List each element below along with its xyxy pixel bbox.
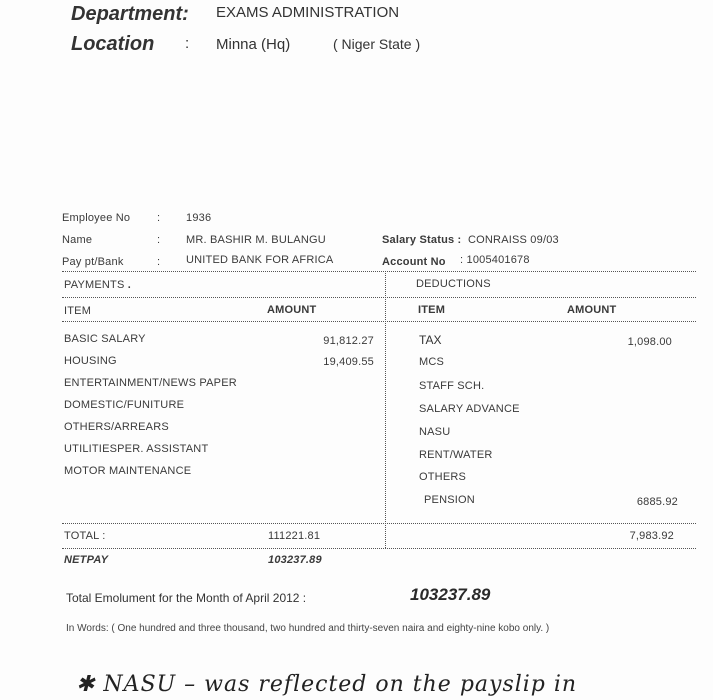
payment-item-label: DOMESTIC/FUNITURE — [64, 399, 185, 411]
deduction-item-amount: 6885.92 — [636, 496, 678, 508]
payment-item-label: MOTOR MAINTENANCE — [64, 465, 192, 477]
deduction-item-label: PENSION — [424, 494, 475, 506]
salary-status-label: Salary Status : — [382, 234, 462, 246]
location-label: Location — [71, 33, 155, 55]
payment-item-amount: 91,812.27 — [323, 335, 374, 347]
deduction-item-label: NASU — [419, 426, 451, 438]
paypt-label: Pay pt/Bank — [62, 256, 124, 268]
name-value: MR. BASHIR M. BULANGU — [186, 234, 326, 246]
deduction-item-label: SALARY ADVANCE — [419, 403, 520, 415]
payment-item-label: HOUSING — [64, 355, 117, 367]
payments-total-value: 111221.81 — [268, 530, 321, 542]
name-label: Name — [62, 234, 93, 246]
location-colon: : — [185, 35, 190, 52]
table-top-rule — [62, 271, 696, 272]
employee-no-value: 1936 — [186, 212, 212, 224]
deductions-item-header: ITEM — [418, 304, 446, 316]
location-state: ( Niger State ) — [333, 36, 421, 52]
deduction-item-label: TAX — [419, 333, 442, 347]
emolument-label: Total Emolument for the Month of April 2012 : — [66, 591, 307, 605]
handwritten-note: ✱ NASU – was reflected on the payslip in — [76, 672, 578, 697]
in-words: In Words: ( One hundred and three thousand, two hundred and thirty-seven naira and eighty-nine kobo only. ) — [66, 623, 550, 634]
payment-item-label: BASIC SALARY — [64, 333, 146, 345]
employee-no-colon: : — [157, 212, 161, 224]
payment-item-label: ENTERTAINMENT/NEWS PAPER — [64, 377, 237, 389]
total-top-rule — [62, 523, 696, 524]
deductions-amount-header: AMOUNT — [567, 304, 617, 316]
payments-item-header: ITEM — [64, 305, 92, 317]
netpay-value: 103237.89 — [268, 554, 322, 566]
department-label: Department: — [71, 3, 189, 25]
deduction-item-label: STAFF SCH. — [419, 380, 485, 392]
payment-item-label: UTILITIESPER. ASSISTANT — [64, 443, 209, 455]
location-value: Minna (Hq) — [216, 36, 291, 53]
name-colon: : — [157, 234, 161, 246]
deduction-item-label: RENT/WATER — [419, 449, 493, 461]
payment-item-amount: 19,409.55 — [323, 356, 374, 368]
deductions-section-label: DEDUCTIONS — [416, 278, 491, 290]
payment-item-label: OTHERS/ARREARS — [64, 421, 169, 433]
department-value: EXAMS ADMINISTRATION — [216, 4, 400, 21]
deduction-item-label: OTHERS — [419, 471, 467, 483]
netpay-label: NETPAY — [64, 554, 109, 566]
section-header-rule — [62, 297, 696, 298]
deductions-total-value: 7,983.92 — [629, 530, 674, 542]
column-divider — [385, 271, 386, 548]
total-bottom-rule — [62, 548, 696, 549]
column-header-rule — [62, 321, 696, 322]
deduction-item-amount: 1,098.00 — [627, 336, 672, 348]
account-value: : 1005401678 — [460, 254, 530, 266]
payments-amount-header: AMOUNT — [267, 304, 317, 316]
salary-status-value: CONRAISS 09/03 — [468, 234, 559, 246]
emolument-value: 103237.89 — [410, 585, 491, 604]
paypt-value: UNITED BANK FOR AFRICA — [186, 254, 334, 266]
employee-no-label: Employee No — [62, 212, 131, 224]
total-label: TOTAL : — [64, 530, 106, 542]
payments-section-label: PAYMENTS . — [64, 279, 132, 291]
deduction-item-label: MCS — [419, 356, 445, 368]
paypt-colon: : — [157, 256, 161, 268]
account-label: Account No — [382, 256, 446, 268]
